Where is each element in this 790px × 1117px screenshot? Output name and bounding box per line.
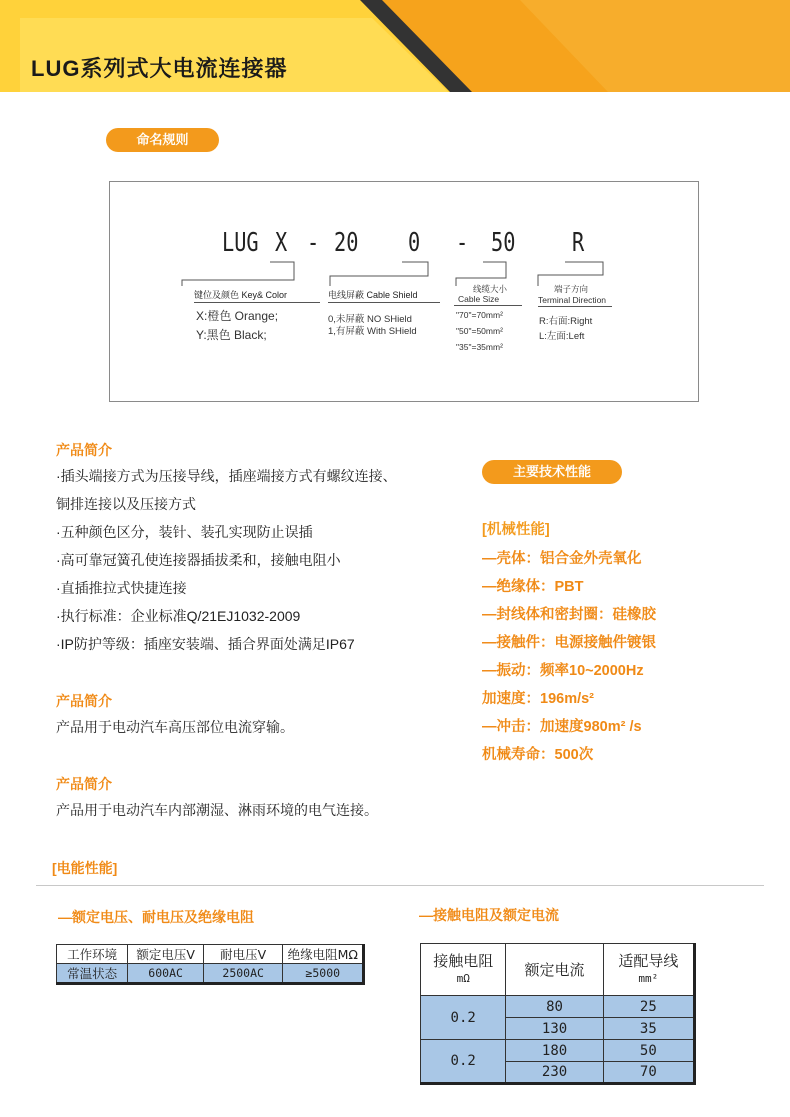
table-header-row [421,944,695,996]
table-cell-wire: 50 [603,1040,694,1062]
table-header-cell: 绝缘电阻MΩ [283,945,364,964]
code-prefix: LUG [222,228,259,258]
terminal-label-cn: 端子方向 [554,284,589,294]
key-color-label: 键位及颜色 Key& Color [194,290,288,300]
key-color-line-1: X:橙色 Orange; [196,309,279,323]
intro-2-text: 产品用于电动汽车高压部位电流穿输。 [56,719,294,735]
code-50: 50 [491,228,516,258]
spec-contact: —接触件：电源接触件镀银 [482,635,656,651]
table-header-cell: 耐电压V [203,945,283,964]
table-header-cell: 工作环境 [57,945,128,964]
code-0: 0 [408,228,421,258]
page-title: LUG系列式大电流连接器 [31,56,288,81]
section-divider [36,885,764,886]
intro-1-bullet-1-cont: 铜排连接以及压接方式 [56,496,196,512]
cable-size-line-1: "70"=70mm² [456,310,503,320]
intro-1-bullet-3: ·高可靠冠簧孔使连接器插拔柔和，接触电阻小 [56,552,341,568]
intro-1-bullet-6: ·IP防护等级：插座安装端、插合界面处满足IP67 [56,636,355,652]
header-banner [0,0,790,92]
intro-3-text: 产品用于电动汽车内部潮湿、淋雨环境的电气连接。 [56,802,378,818]
cable-size-underline [454,305,522,306]
intro-1-bullet-4: ·直插推拉式快捷连接 [56,580,187,596]
table-cell-resistance: 0.2 [421,996,506,1040]
cable-shield-line-1: 0,未屏蔽 NO SHield [328,314,412,325]
cable-shield-line-2: 1,有屏蔽 With SHield [328,326,417,337]
table-cell-current: 180 [506,1040,603,1062]
naming-rules-pill: 命名规则 [106,128,219,152]
cable-size-line-3: "35"=35mm² [456,342,503,352]
table-cell: 2500AC [203,964,283,984]
table-cell-current: 80 [506,996,603,1018]
terminal-label-en: Terminal Direction [538,295,607,305]
spec-seal: —封线体和密封圈：硅橡胶 [482,607,656,623]
code-dash-1: - [307,228,320,258]
table-cell-wire: 70 [603,1062,694,1084]
table-header-row [57,945,364,964]
key-color-underline [194,302,320,303]
terminal-underline [538,306,612,307]
cable-size-label-en: Cable Size [458,294,500,304]
code-x: X [275,228,288,258]
intro-1-bullet-1: ·插头端接方式为压接导线，插座端接方式有螺纹连接、 [56,468,397,484]
code-r: R [572,228,585,258]
table-cell-wire: 35 [603,1018,694,1040]
spec-vibration: —振动：频率10~2000Hz [482,663,644,679]
header-contact-resistance: 接触电阻 [433,951,494,970]
table-cell-resistance: 0.2 [421,1040,506,1084]
terminal-line-2: L:左面:Left [539,331,585,342]
electrical-title: [电能性能] [52,860,118,876]
cable-shield-label: 电线屏蔽 Cable Shield [328,290,418,300]
intro-1-bullet-2: ·五种颜色区分，装针、装孔实现防止误插 [56,524,313,540]
table-cell: 常温状态 [57,964,128,984]
header-wire-size: 适配导线 [618,951,679,970]
table-row [421,1040,695,1062]
cable-shield-underline [328,302,440,303]
spec-acceleration: 加速度：196m/s² [482,691,595,707]
table-cell-current: 230 [506,1062,603,1084]
header-rated-current: 额定电流 [506,944,603,996]
header-contact-resistance-unit: mΩ [456,971,470,985]
spec-shock: —冲击：加速度980m² /s [482,719,642,735]
table-cell: 600AC [128,964,204,984]
naming-diagram [109,181,699,402]
intro-1-bullet-5: ·执行标准：企业标准Q/21EJ1032-2009 [56,608,301,624]
table-header-cell [421,944,506,996]
terminal-line-1: R:右面:Right [539,316,593,327]
mechanical-heading: [机械性能] [482,522,550,538]
table-row [421,996,695,1018]
intro-2-title: 产品简介 [56,693,112,709]
intro-1-title: 产品简介 [56,442,112,458]
code-20: 20 [334,228,359,258]
spec-mechanical-life: 机械寿命：500次 [482,747,594,763]
cable-size-line-2: "50"=50mm² [456,326,503,336]
voltage-insulation-table [56,944,365,985]
table-1-title: —额定电压、耐电压及绝缘电阻 [58,909,254,925]
spec-insulator: —绝缘体：PBT [482,579,584,595]
table-2-title: —接触电阻及额定电流 [419,907,559,923]
cable-size-label-cn: 线缆大小 [473,284,508,294]
tech-performance-pill: 主要技术性能 [482,460,622,484]
table-cell: ≥5000 [283,964,364,984]
spec-shell: —壳体：铝合金外壳氧化 [482,551,642,567]
table-cell-current: 130 [506,1018,603,1040]
resistance-current-table [420,943,696,1085]
key-color-line-2: Y:黑色 Black; [196,328,267,342]
table-header-cell: 额定电压V [128,945,204,964]
table-row [57,964,364,984]
intro-3-title: 产品简介 [56,776,112,792]
code-dash-2: - [456,228,469,258]
table-cell-wire: 25 [603,996,694,1018]
header-wire-size-unit: mm² [638,971,659,985]
table-header-cell [603,944,694,996]
